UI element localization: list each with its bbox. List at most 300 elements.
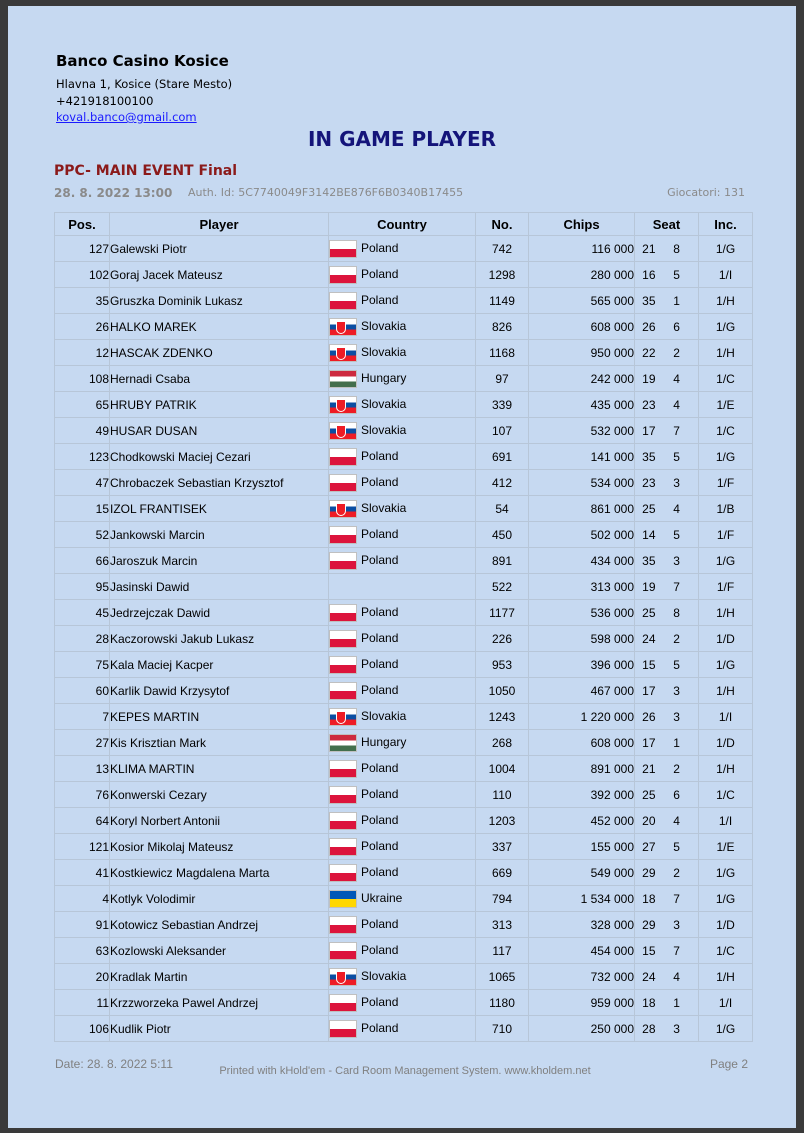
flag-slovakia-icon bbox=[329, 396, 357, 414]
cell-country bbox=[329, 678, 476, 704]
cell-inc: 1/I bbox=[699, 704, 753, 730]
cell-country bbox=[329, 600, 476, 626]
seat-number: 4 bbox=[673, 371, 680, 386]
footer-page-number: Page 2 bbox=[709, 1057, 748, 1071]
country-label: Poland bbox=[361, 864, 399, 879]
cell-pos: 15 bbox=[55, 496, 110, 522]
seat-number: 7 bbox=[673, 891, 680, 906]
event-datetime: 28. 8. 2022 13:00 bbox=[54, 186, 173, 200]
cell-inc: 1/F bbox=[699, 522, 753, 548]
cell-chips: 141 000 bbox=[529, 444, 635, 470]
cell-seat bbox=[635, 522, 699, 548]
cell-chips: 434 000 bbox=[529, 548, 635, 574]
country-label: Poland bbox=[361, 760, 399, 775]
table-row bbox=[55, 938, 753, 964]
table-row bbox=[55, 548, 753, 574]
cell-seat bbox=[635, 366, 699, 392]
cell-no: 1177 bbox=[476, 600, 529, 626]
flag-poland-icon bbox=[329, 630, 357, 648]
cell-seat bbox=[635, 626, 699, 652]
cell-country bbox=[329, 860, 476, 886]
cell-chips: 608 000 bbox=[529, 314, 635, 340]
cell-pos: 64 bbox=[55, 808, 110, 834]
country-label: Poland bbox=[361, 656, 399, 671]
cell-pos: 121 bbox=[55, 834, 110, 860]
table-row bbox=[55, 730, 753, 756]
table-header-row bbox=[55, 213, 753, 236]
cell-no: 268 bbox=[476, 730, 529, 756]
seat-number: 1 bbox=[673, 735, 680, 750]
cell-inc: 1/H bbox=[699, 288, 753, 314]
flag-poland-icon bbox=[329, 1020, 357, 1038]
column-header-inc: Inc. bbox=[699, 213, 753, 236]
table-number: 26 bbox=[642, 709, 656, 724]
seat-number: 6 bbox=[673, 787, 680, 802]
table-row bbox=[55, 886, 753, 912]
table-number: 28 bbox=[642, 1021, 656, 1036]
seat-number: 5 bbox=[673, 527, 680, 542]
cell-no: 1004 bbox=[476, 756, 529, 782]
seat-number: 3 bbox=[673, 709, 680, 724]
flag-poland-icon bbox=[329, 292, 357, 310]
cell-country bbox=[329, 548, 476, 574]
flag-poland-icon bbox=[329, 916, 357, 934]
cell-player: Kradlak Martin bbox=[110, 964, 329, 990]
cell-player: HASCAK ZDENKO bbox=[110, 340, 329, 366]
seat-number: 4 bbox=[673, 397, 680, 412]
table-number: 25 bbox=[642, 501, 656, 516]
table-number: 27 bbox=[642, 839, 656, 854]
cell-chips: 116 000 bbox=[529, 236, 635, 262]
table-number: 21 bbox=[642, 241, 656, 256]
venue-phone: +421918100100 bbox=[56, 94, 154, 108]
seat-number: 2 bbox=[673, 345, 680, 360]
flag-hungary-icon bbox=[329, 370, 357, 388]
cell-no: 450 bbox=[476, 522, 529, 548]
cell-seat bbox=[635, 652, 699, 678]
cell-player: Goraj Jacek Mateusz bbox=[110, 262, 329, 288]
column-header-no: No. bbox=[476, 213, 529, 236]
cell-no: 1050 bbox=[476, 678, 529, 704]
flag-poland-icon bbox=[329, 994, 357, 1012]
cell-pos: 35 bbox=[55, 288, 110, 314]
cell-no: 339 bbox=[476, 392, 529, 418]
cell-seat bbox=[635, 1016, 699, 1042]
cell-no: 742 bbox=[476, 236, 529, 262]
cell-seat bbox=[635, 600, 699, 626]
cell-inc: 1/G bbox=[699, 548, 753, 574]
cell-inc: 1/I bbox=[699, 990, 753, 1016]
cell-no: 117 bbox=[476, 938, 529, 964]
cell-player: HRUBY PATRIK bbox=[110, 392, 329, 418]
cell-inc: 1/H bbox=[699, 756, 753, 782]
cell-country bbox=[329, 626, 476, 652]
table-number: 17 bbox=[642, 735, 656, 750]
cell-seat bbox=[635, 834, 699, 860]
venue-email-link[interactable]: koval.banco@gmail.com bbox=[56, 110, 197, 124]
cell-player: Kozlowski Aleksander bbox=[110, 938, 329, 964]
flag-slovakia-icon bbox=[329, 422, 357, 440]
cell-chips: 242 000 bbox=[529, 366, 635, 392]
seat-number: 4 bbox=[673, 813, 680, 828]
table-number: 17 bbox=[642, 423, 656, 438]
cell-chips: 534 000 bbox=[529, 470, 635, 496]
cell-player: Galewski Piotr bbox=[110, 236, 329, 262]
cell-player: Chrobaczek Sebastian Krzysztof bbox=[110, 470, 329, 496]
table-row bbox=[55, 964, 753, 990]
cell-chips: 732 000 bbox=[529, 964, 635, 990]
flag-hungary-icon bbox=[329, 734, 357, 752]
cell-country bbox=[329, 652, 476, 678]
cell-pos: 11 bbox=[55, 990, 110, 1016]
cell-no: 826 bbox=[476, 314, 529, 340]
country-label: Slovakia bbox=[361, 318, 407, 333]
cell-no: 691 bbox=[476, 444, 529, 470]
cell-player: Kala Maciej Kacper bbox=[110, 652, 329, 678]
flag-poland-icon bbox=[329, 656, 357, 674]
cell-inc: 1/G bbox=[699, 236, 753, 262]
cell-inc: 1/G bbox=[699, 652, 753, 678]
cell-inc: 1/H bbox=[699, 340, 753, 366]
country-label: Poland bbox=[361, 916, 399, 931]
cell-seat bbox=[635, 548, 699, 574]
cell-chips: 532 000 bbox=[529, 418, 635, 444]
seat-number: 5 bbox=[673, 657, 680, 672]
table-number: 18 bbox=[642, 995, 656, 1010]
cell-seat bbox=[635, 964, 699, 990]
table-number: 17 bbox=[642, 683, 656, 698]
cell-country bbox=[329, 704, 476, 730]
country-label: Poland bbox=[361, 942, 399, 957]
country-label: Poland bbox=[361, 604, 399, 619]
seat-number: 5 bbox=[673, 839, 680, 854]
footer-printed-with: Printed with kHold'em - Card Room Management System. www.kholdem.net bbox=[219, 1065, 591, 1077]
cell-player: Kotowicz Sebastian Andrzej bbox=[110, 912, 329, 938]
table-number: 24 bbox=[642, 969, 656, 984]
cell-chips: 280 000 bbox=[529, 262, 635, 288]
cell-no: 97 bbox=[476, 366, 529, 392]
cell-no: 54 bbox=[476, 496, 529, 522]
page-title: IN GAME PLAYER bbox=[307, 127, 497, 151]
cell-inc: 1/E bbox=[699, 834, 753, 860]
event-name: PPC- MAIN EVENT Final bbox=[54, 163, 238, 179]
cell-pos: 60 bbox=[55, 678, 110, 704]
cell-pos: 28 bbox=[55, 626, 110, 652]
flag-ukraine-icon bbox=[329, 890, 357, 908]
cell-player: Konwerski Cezary bbox=[110, 782, 329, 808]
table-row bbox=[55, 392, 753, 418]
table-row bbox=[55, 1016, 753, 1042]
cell-chips: 1 534 000 bbox=[529, 886, 635, 912]
cell-inc: 1/D bbox=[699, 730, 753, 756]
table-row bbox=[55, 756, 753, 782]
table-number: 35 bbox=[642, 553, 656, 568]
country-label: Poland bbox=[361, 552, 399, 567]
players-count: Giocatori: 131 bbox=[667, 186, 745, 199]
table-number: 24 bbox=[642, 631, 656, 646]
cell-seat bbox=[635, 262, 699, 288]
cell-no: 313 bbox=[476, 912, 529, 938]
flag-poland-icon bbox=[329, 266, 357, 284]
cell-inc: 1/C bbox=[699, 366, 753, 392]
flag-poland-icon bbox=[329, 552, 357, 570]
cell-player: Jaroszuk Marcin bbox=[110, 548, 329, 574]
cell-no: 412 bbox=[476, 470, 529, 496]
cell-country bbox=[329, 808, 476, 834]
table-number: 23 bbox=[642, 475, 656, 490]
table-row bbox=[55, 288, 753, 314]
cell-pos: 20 bbox=[55, 964, 110, 990]
cell-pos: 65 bbox=[55, 392, 110, 418]
cell-no: 1203 bbox=[476, 808, 529, 834]
cell-no: 953 bbox=[476, 652, 529, 678]
table-number: 23 bbox=[642, 397, 656, 412]
cell-player: Karlik Dawid Krzysytof bbox=[110, 678, 329, 704]
table-number: 26 bbox=[642, 319, 656, 334]
table-number: 22 bbox=[642, 345, 656, 360]
cell-pos: 102 bbox=[55, 262, 110, 288]
country-label: Poland bbox=[361, 448, 399, 463]
table-number: 35 bbox=[642, 293, 656, 308]
cell-chips: 950 000 bbox=[529, 340, 635, 366]
cell-chips: 155 000 bbox=[529, 834, 635, 860]
column-header-player: Player bbox=[110, 213, 329, 236]
flag-poland-icon bbox=[329, 682, 357, 700]
footer-date: Date: 28. 8. 2022 5:11 bbox=[55, 1057, 173, 1071]
flag-slovakia-icon bbox=[329, 318, 357, 336]
cell-no: 110 bbox=[476, 782, 529, 808]
cell-country bbox=[329, 834, 476, 860]
country-label: Poland bbox=[361, 812, 399, 827]
cell-pos: 27 bbox=[55, 730, 110, 756]
cell-country bbox=[329, 340, 476, 366]
column-header-country: Country bbox=[329, 213, 476, 236]
cell-pos: 26 bbox=[55, 314, 110, 340]
table-number: 35 bbox=[642, 449, 656, 464]
cell-chips: 1 220 000 bbox=[529, 704, 635, 730]
cell-no: 1180 bbox=[476, 990, 529, 1016]
column-header-pos: Pos. bbox=[55, 213, 110, 236]
flag-poland-icon bbox=[329, 604, 357, 622]
country-label: Ukraine bbox=[361, 890, 403, 905]
flag-poland-icon bbox=[329, 942, 357, 960]
country-label: Poland bbox=[361, 240, 399, 255]
cell-player: Kaczorowski Jakub Lukasz bbox=[110, 626, 329, 652]
cell-inc: 1/F bbox=[699, 574, 753, 600]
cell-player: Chodkowski Maciej Cezari bbox=[110, 444, 329, 470]
cell-pos: 66 bbox=[55, 548, 110, 574]
cell-pos: 76 bbox=[55, 782, 110, 808]
country-label: Slovakia bbox=[361, 968, 407, 983]
cell-inc: 1/B bbox=[699, 496, 753, 522]
cell-chips: 452 000 bbox=[529, 808, 635, 834]
cell-seat bbox=[635, 236, 699, 262]
cell-country bbox=[329, 366, 476, 392]
cell-seat bbox=[635, 574, 699, 600]
seat-number: 7 bbox=[673, 943, 680, 958]
cell-seat bbox=[635, 444, 699, 470]
seat-number: 1 bbox=[673, 995, 680, 1010]
cell-chips: 454 000 bbox=[529, 938, 635, 964]
cell-chips: 328 000 bbox=[529, 912, 635, 938]
table-number: 15 bbox=[642, 943, 656, 958]
cell-player: HUSAR DUSAN bbox=[110, 418, 329, 444]
table-row bbox=[55, 626, 753, 652]
table-number: 16 bbox=[642, 267, 656, 282]
cell-chips: 598 000 bbox=[529, 626, 635, 652]
cell-seat bbox=[635, 340, 699, 366]
country-label: Hungary bbox=[361, 370, 407, 385]
table-row bbox=[55, 678, 753, 704]
cell-pos: 108 bbox=[55, 366, 110, 392]
cell-no: 522 bbox=[476, 574, 529, 600]
seat-number: 8 bbox=[673, 241, 680, 256]
cell-country bbox=[329, 496, 476, 522]
cell-no: 1298 bbox=[476, 262, 529, 288]
table-row bbox=[55, 262, 753, 288]
cell-player: Jankowski Marcin bbox=[110, 522, 329, 548]
cell-player: Kostkiewicz Magdalena Marta bbox=[110, 860, 329, 886]
table-row bbox=[55, 522, 753, 548]
table-row bbox=[55, 444, 753, 470]
cell-seat bbox=[635, 314, 699, 340]
seat-number: 2 bbox=[673, 631, 680, 646]
cell-seat bbox=[635, 470, 699, 496]
cell-player: Kudlik Piotr bbox=[110, 1016, 329, 1042]
country-label: Poland bbox=[361, 786, 399, 801]
country-label: Slovakia bbox=[361, 344, 407, 359]
cell-inc: 1/G bbox=[699, 1016, 753, 1042]
cell-pos: 91 bbox=[55, 912, 110, 938]
cell-player: Kosior Mikolaj Mateusz bbox=[110, 834, 329, 860]
country-label: Slovakia bbox=[361, 396, 407, 411]
table-row bbox=[55, 808, 753, 834]
cell-country bbox=[329, 756, 476, 782]
cell-chips: 435 000 bbox=[529, 392, 635, 418]
flag-poland-icon bbox=[329, 240, 357, 258]
table-row bbox=[55, 600, 753, 626]
table-number: 19 bbox=[642, 579, 656, 594]
cell-pos: 41 bbox=[55, 860, 110, 886]
table-number: 18 bbox=[642, 891, 656, 906]
seat-number: 8 bbox=[673, 605, 680, 620]
cell-seat bbox=[635, 782, 699, 808]
table-number: 20 bbox=[642, 813, 656, 828]
cell-seat bbox=[635, 886, 699, 912]
cell-no: 669 bbox=[476, 860, 529, 886]
flag-slovakia-icon bbox=[329, 344, 357, 362]
cell-inc: 1/G bbox=[699, 314, 753, 340]
cell-no: 337 bbox=[476, 834, 529, 860]
cell-chips: 467 000 bbox=[529, 678, 635, 704]
flag-poland-icon bbox=[329, 812, 357, 830]
cell-player: Jasinski Dawid bbox=[110, 574, 329, 600]
auth-id: Auth. Id: 5C7740049F3142BE876F6B0340B17455 bbox=[188, 186, 464, 199]
cell-pos: 127 bbox=[55, 236, 110, 262]
seat-number: 4 bbox=[673, 969, 680, 984]
cell-chips: 549 000 bbox=[529, 860, 635, 886]
cell-inc: 1/G bbox=[699, 886, 753, 912]
table-row bbox=[55, 314, 753, 340]
table-row bbox=[55, 652, 753, 678]
cell-pos: 4 bbox=[55, 886, 110, 912]
country-label: Hungary bbox=[361, 734, 407, 749]
cell-country bbox=[329, 964, 476, 990]
cell-country bbox=[329, 1016, 476, 1042]
cell-no: 891 bbox=[476, 548, 529, 574]
country-label: Slovakia bbox=[361, 708, 407, 723]
cell-pos: 12 bbox=[55, 340, 110, 366]
table-number: 29 bbox=[642, 865, 656, 880]
table-number: 19 bbox=[642, 371, 656, 386]
cell-country bbox=[329, 730, 476, 756]
seat-number: 3 bbox=[673, 683, 680, 698]
cell-no: 794 bbox=[476, 886, 529, 912]
cell-pos: 7 bbox=[55, 704, 110, 730]
cell-seat bbox=[635, 808, 699, 834]
cell-seat bbox=[635, 418, 699, 444]
table-row bbox=[55, 860, 753, 886]
seat-number: 3 bbox=[673, 917, 680, 932]
seat-number: 3 bbox=[673, 1021, 680, 1036]
seat-number: 2 bbox=[673, 761, 680, 776]
cell-chips: 392 000 bbox=[529, 782, 635, 808]
flag-poland-icon bbox=[329, 526, 357, 544]
cell-inc: 1/C bbox=[699, 938, 753, 964]
table-number: 15 bbox=[642, 657, 656, 672]
cell-country bbox=[329, 470, 476, 496]
venue-name: Banco Casino Kosice bbox=[56, 52, 229, 70]
cell-chips: 565 000 bbox=[529, 288, 635, 314]
cell-inc: 1/H bbox=[699, 964, 753, 990]
cell-country bbox=[329, 444, 476, 470]
cell-chips: 891 000 bbox=[529, 756, 635, 782]
flag-poland-icon bbox=[329, 448, 357, 466]
column-header-chips: Chips bbox=[529, 213, 635, 236]
cell-inc: 1/D bbox=[699, 912, 753, 938]
table-row bbox=[55, 574, 753, 600]
cell-seat bbox=[635, 678, 699, 704]
cell-no: 226 bbox=[476, 626, 529, 652]
table-row bbox=[55, 236, 753, 262]
cell-country bbox=[329, 262, 476, 288]
table-number: 25 bbox=[642, 787, 656, 802]
cell-seat bbox=[635, 704, 699, 730]
cell-player: IZOL FRANTISEK bbox=[110, 496, 329, 522]
cell-player: Hernadi Csaba bbox=[110, 366, 329, 392]
cell-inc: 1/I bbox=[699, 262, 753, 288]
table-row bbox=[55, 782, 753, 808]
seat-number: 6 bbox=[673, 319, 680, 334]
seat-number: 7 bbox=[673, 579, 680, 594]
flag-slovakia-icon bbox=[329, 708, 357, 726]
country-label: Poland bbox=[361, 1020, 399, 1035]
cell-country bbox=[329, 418, 476, 444]
cell-no: 1243 bbox=[476, 704, 529, 730]
cell-player: KEPES MARTIN bbox=[110, 704, 329, 730]
cell-seat bbox=[635, 912, 699, 938]
cell-inc: 1/E bbox=[699, 392, 753, 418]
cell-pos: 49 bbox=[55, 418, 110, 444]
flag-poland-icon bbox=[329, 786, 357, 804]
seat-number: 5 bbox=[673, 449, 680, 464]
cell-pos: 123 bbox=[55, 444, 110, 470]
cell-inc: 1/H bbox=[699, 678, 753, 704]
country-label: Slovakia bbox=[361, 422, 407, 437]
cell-country bbox=[329, 314, 476, 340]
cell-country bbox=[329, 886, 476, 912]
cell-pos: 45 bbox=[55, 600, 110, 626]
